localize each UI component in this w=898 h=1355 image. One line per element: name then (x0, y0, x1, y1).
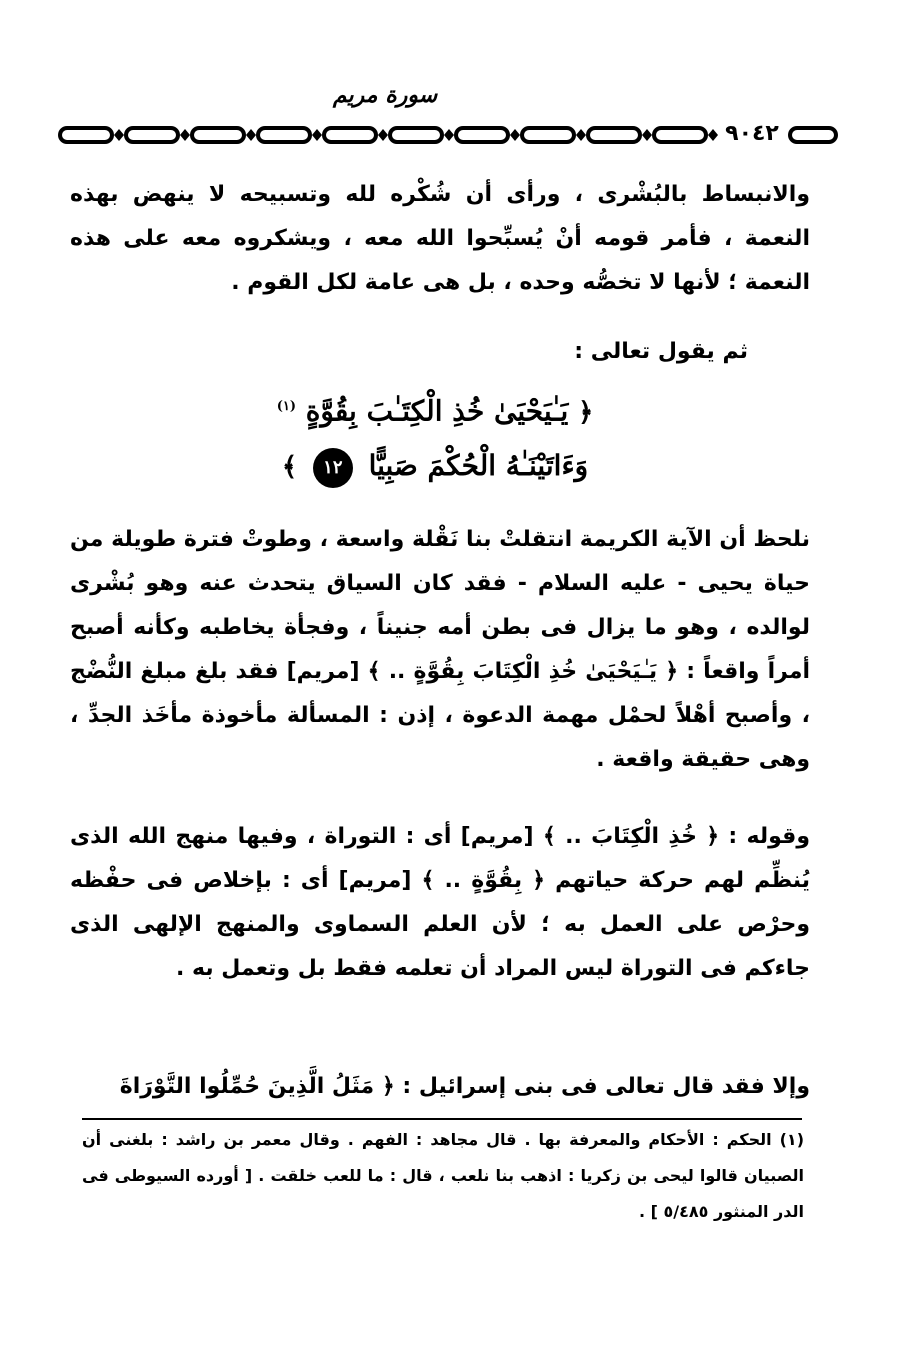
verse-line-1-text: يَـٰيَحْيَىٰ خُذِ الْكِتَـٰبَ بِقُوَّةٍ (305, 394, 569, 428)
quran-verse (240, 380, 630, 500)
verse-line-2-text: وَءَاتَيْنَـٰهُ الْحُكْمَ صَبِيًّا (368, 449, 589, 483)
verse-line-1 (240, 380, 630, 439)
ayah-number-badge: ١٢ (313, 448, 353, 488)
paragraph-4: وقوله : ﴿ خُذِ الْكِتَابَ .. ﴾ [مريم] أى : التوراة ، وفيها منهج الله الذى يُنظِّم لهم حركة حياتهم ﴿ بِقُوَّةٍ .. ﴾ [مريم] أى : بإخلاص فى حفْظه وحرْص على العمل به ؛ لأن العلم السماوى والمنهج الإلهى الذى جاءكم فى التوراة ليس المراد أن تعلمه فقط بل وتعمل به . (70, 824, 810, 981)
footnote: (١) الحكم : الأحكام والمعرفة بها . قال مجاهد : الفهم . وقال معمر بن راشد : بلغنى أن الصبيان قالوا ليحى بن زكريا : اذهب بنا نلعب ، قال : ما للعب خلقت . [ أورده السيوطى فى الدر المنثور ٥/٤٨٥ ] . (82, 1130, 804, 1221)
paragraph-2: ثم يقول تعالى : (574, 339, 748, 364)
footnote-separator (82, 1118, 802, 1120)
verse-close-ornament: ﴾ (281, 452, 298, 483)
page-number: ٩٠٤٢ (722, 119, 782, 149)
verse-open-ornament: ﴿ (578, 397, 594, 428)
verse-line-2 (240, 439, 630, 494)
footnote-marker: (١) (276, 399, 296, 414)
paragraph-3: نلحظ أن الآية الكريمة انتقلتْ بنا نَقْلة واسعة ، وطوتْ فترة طويلة من حياة يحيى - عليه السلام - فقد كان السياق يتحدث عنه وهو بُشْرى لوالده ، وهو ما يزال فى بطن أمه جنيناً ، وفجأة يخاطبه وكأنه أصبح أمراً واقعاً : ﴿ يَـٰيَحْيَىٰ خُذِ الْكِتَابَ بِقُوَّةٍ .. ﴾ [مريم] فقد بلغ مبلغ النُّضْج ، وأصبح أهْلاً لحمْل مهمة الدعوة ، إذن : المسألة مأخوذة مأخَذ الجدِّ ، وهى حقيقة واقعة . (70, 527, 810, 772)
paragraph-5: وإلا فقد قال تعالى فى بنى إسرائيل : ﴿ مَثَلُ الَّذِينَ حُمِّلُوا التَّوْرَاةَ (119, 1074, 810, 1099)
paragraph-1: والانبساط بالبُشْرى ، ورأى أن شُكْره لله وتسبيحه لا ينهض بهذه النعمة ، فأمر قومه أنْ يُسبِّحوا الله معه ، ويشكروه معه على هذه النعمة ؛ لأنها لا تخصُّه وحده ، بل هى عامة لكل القوم . (70, 182, 810, 295)
surah-title: سورة مريم (332, 82, 438, 108)
